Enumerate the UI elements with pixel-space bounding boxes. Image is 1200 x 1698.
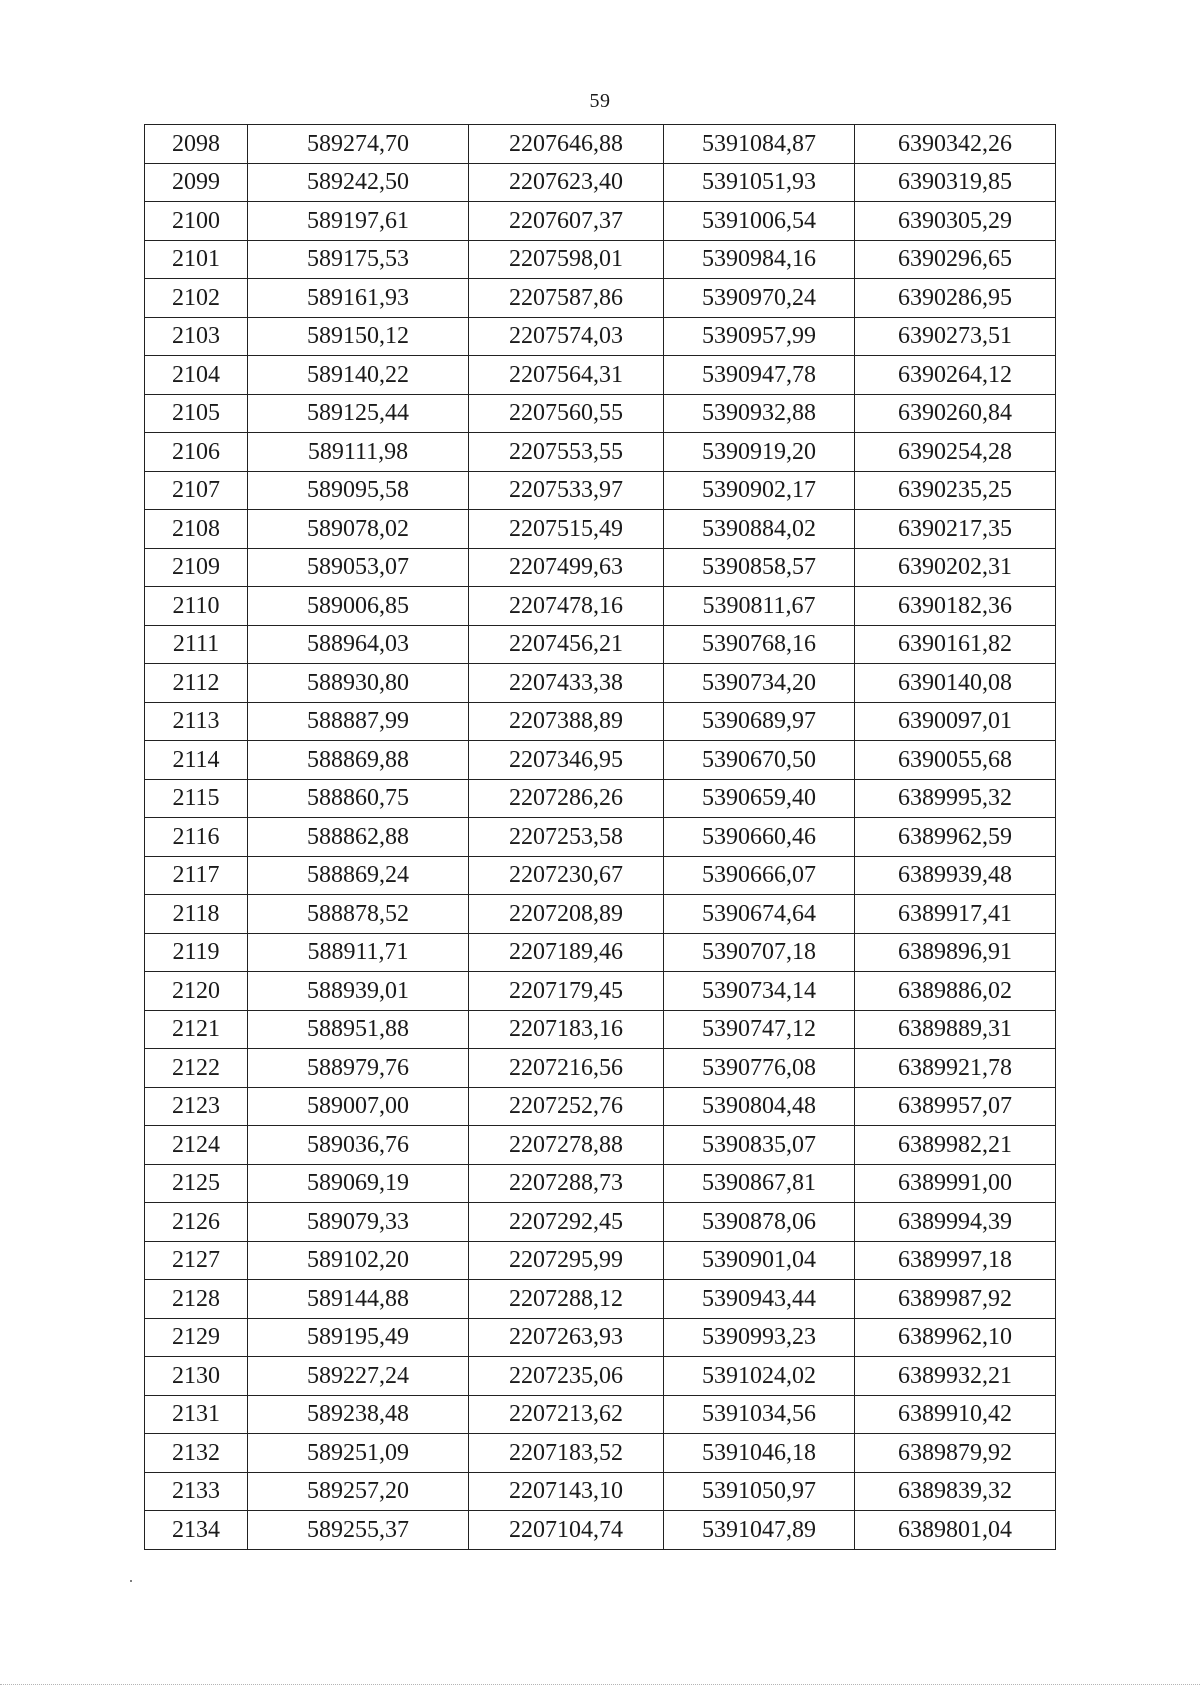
coord-b-cell: 2207623,40	[469, 163, 664, 202]
coord-c-cell: 5390984,16	[664, 240, 855, 279]
table-row	[145, 664, 1056, 703]
point-number-cell: 2118	[145, 895, 248, 934]
coord-a-cell: 589197,61	[248, 202, 469, 241]
coord-d-cell: 6389997,18	[855, 1241, 1056, 1280]
coord-c-cell: 5390666,07	[664, 856, 855, 895]
coord-d-cell: 6389962,59	[855, 818, 1056, 857]
coord-d-cell: 6389939,48	[855, 856, 1056, 895]
point-number-cell: 2131	[145, 1395, 248, 1434]
coord-b-cell: 2207499,63	[469, 548, 664, 587]
coord-a-cell: 589078,02	[248, 510, 469, 549]
point-number-cell: 2112	[145, 664, 248, 703]
point-number-cell: 2134	[145, 1511, 248, 1550]
coord-b-cell: 2207478,16	[469, 587, 664, 626]
coord-a-cell: 589150,12	[248, 317, 469, 356]
coord-c-cell: 5391047,89	[664, 1511, 855, 1550]
coord-a-cell: 589175,53	[248, 240, 469, 279]
coord-a-cell: 589069,19	[248, 1164, 469, 1203]
point-number-cell: 2130	[145, 1357, 248, 1396]
coord-d-cell: 6390319,85	[855, 163, 1056, 202]
coord-b-cell: 2207607,37	[469, 202, 664, 241]
point-number-cell: 2099	[145, 163, 248, 202]
coord-b-cell: 2207253,58	[469, 818, 664, 857]
coord-c-cell: 5391006,54	[664, 202, 855, 241]
coord-a-cell: 589161,93	[248, 279, 469, 318]
coord-c-cell: 5390659,40	[664, 779, 855, 818]
coord-b-cell: 2207515,49	[469, 510, 664, 549]
table-row	[145, 356, 1056, 395]
coord-d-cell: 6390055,68	[855, 741, 1056, 780]
table-row	[145, 163, 1056, 202]
coord-b-cell: 2207213,62	[469, 1395, 664, 1434]
coord-b-cell: 2207143,10	[469, 1472, 664, 1511]
table-row	[145, 1434, 1056, 1473]
point-number-cell: 2111	[145, 625, 248, 664]
table-row	[145, 394, 1056, 433]
coord-b-cell: 2207587,86	[469, 279, 664, 318]
coord-b-cell: 2207553,55	[469, 433, 664, 472]
coord-d-cell: 6389987,92	[855, 1280, 1056, 1319]
point-number-cell: 2126	[145, 1203, 248, 1242]
coord-b-cell: 2207598,01	[469, 240, 664, 279]
point-number-cell: 2125	[145, 1164, 248, 1203]
coord-b-cell: 2207533,97	[469, 471, 664, 510]
point-number-cell: 2108	[145, 510, 248, 549]
coord-a-cell: 589195,49	[248, 1318, 469, 1357]
coord-d-cell: 6389994,39	[855, 1203, 1056, 1242]
coord-d-cell: 6389896,91	[855, 933, 1056, 972]
coord-b-cell: 2207286,26	[469, 779, 664, 818]
coord-d-cell: 6390097,01	[855, 702, 1056, 741]
coord-a-cell: 588869,24	[248, 856, 469, 895]
coord-d-cell: 6390161,82	[855, 625, 1056, 664]
coord-a-cell: 589257,20	[248, 1472, 469, 1511]
table-row	[145, 279, 1056, 318]
coord-c-cell: 5390947,78	[664, 356, 855, 395]
coord-d-cell: 6389879,92	[855, 1434, 1056, 1473]
coord-c-cell: 5390957,99	[664, 317, 855, 356]
point-number-cell: 2102	[145, 279, 248, 318]
coord-b-cell: 2207295,99	[469, 1241, 664, 1280]
point-number-cell: 2117	[145, 856, 248, 895]
coord-c-cell: 5390867,81	[664, 1164, 855, 1203]
table-row	[145, 471, 1056, 510]
point-number-cell: 2100	[145, 202, 248, 241]
coord-c-cell: 5390734,20	[664, 664, 855, 703]
point-number-cell: 2132	[145, 1434, 248, 1473]
table-row	[145, 625, 1056, 664]
coord-d-cell: 6390140,08	[855, 664, 1056, 703]
coord-a-cell: 588930,80	[248, 664, 469, 703]
table-row	[145, 818, 1056, 857]
coord-d-cell: 6390342,26	[855, 125, 1056, 164]
coord-d-cell: 6389839,32	[855, 1472, 1056, 1511]
table-row	[145, 317, 1056, 356]
point-number-cell: 2115	[145, 779, 248, 818]
coord-c-cell: 5390858,57	[664, 548, 855, 587]
point-number-cell: 2121	[145, 1010, 248, 1049]
point-number-cell: 2123	[145, 1087, 248, 1126]
coord-d-cell: 6389889,31	[855, 1010, 1056, 1049]
table-row	[145, 1010, 1056, 1049]
table-row	[145, 1241, 1056, 1280]
coord-b-cell: 2207388,89	[469, 702, 664, 741]
coord-a-cell: 589227,24	[248, 1357, 469, 1396]
coord-d-cell: 6389982,21	[855, 1126, 1056, 1165]
coord-a-cell: 588878,52	[248, 895, 469, 934]
coord-b-cell: 2207574,03	[469, 317, 664, 356]
point-number-cell: 2129	[145, 1318, 248, 1357]
coord-c-cell: 5390932,88	[664, 394, 855, 433]
point-number-cell: 2119	[145, 933, 248, 972]
table-row	[145, 1280, 1056, 1319]
coord-d-cell: 6389932,21	[855, 1357, 1056, 1396]
coord-c-cell: 5390970,24	[664, 279, 855, 318]
table-row	[145, 1511, 1056, 1550]
coord-b-cell: 2207104,74	[469, 1511, 664, 1550]
coord-d-cell: 6390305,29	[855, 202, 1056, 241]
coord-c-cell: 5390993,23	[664, 1318, 855, 1357]
coord-c-cell: 5391050,97	[664, 1472, 855, 1511]
coord-c-cell: 5390707,18	[664, 933, 855, 972]
coord-a-cell: 588939,01	[248, 972, 469, 1011]
coord-c-cell: 5390943,44	[664, 1280, 855, 1319]
coord-c-cell: 5390689,97	[664, 702, 855, 741]
point-number-cell: 2113	[145, 702, 248, 741]
coord-a-cell: 589238,48	[248, 1395, 469, 1434]
coord-d-cell: 6389957,07	[855, 1087, 1056, 1126]
coord-d-cell: 6389801,04	[855, 1511, 1056, 1550]
coord-d-cell: 6389995,32	[855, 779, 1056, 818]
coord-c-cell: 5390670,50	[664, 741, 855, 780]
coord-d-cell: 6390296,65	[855, 240, 1056, 279]
coord-d-cell: 6389991,00	[855, 1164, 1056, 1203]
table-row	[145, 895, 1056, 934]
coord-c-cell: 5391024,02	[664, 1357, 855, 1396]
coord-b-cell: 2207288,12	[469, 1280, 664, 1319]
coord-d-cell: 6389910,42	[855, 1395, 1056, 1434]
table-row	[145, 856, 1056, 895]
table-row	[145, 972, 1056, 1011]
table-row	[145, 510, 1056, 549]
point-number-cell: 2120	[145, 972, 248, 1011]
coord-b-cell: 2207235,06	[469, 1357, 664, 1396]
coord-a-cell: 589242,50	[248, 163, 469, 202]
point-number-cell: 2106	[145, 433, 248, 472]
coord-a-cell: 589053,07	[248, 548, 469, 587]
coord-a-cell: 589095,58	[248, 471, 469, 510]
table-row	[145, 240, 1056, 279]
coord-b-cell: 2207456,21	[469, 625, 664, 664]
table-row	[145, 741, 1056, 780]
coord-c-cell: 5390811,67	[664, 587, 855, 626]
coord-c-cell: 5390804,48	[664, 1087, 855, 1126]
coord-a-cell: 589274,70	[248, 125, 469, 164]
table-row	[145, 779, 1056, 818]
coord-b-cell: 2207252,76	[469, 1087, 664, 1126]
point-number-cell: 2103	[145, 317, 248, 356]
coord-d-cell: 6389921,78	[855, 1049, 1056, 1088]
table-row	[145, 1395, 1056, 1434]
coord-d-cell: 6390286,95	[855, 279, 1056, 318]
coord-d-cell: 6390182,36	[855, 587, 1056, 626]
coord-d-cell: 6390264,12	[855, 356, 1056, 395]
coord-b-cell: 2207433,38	[469, 664, 664, 703]
coord-a-cell: 588911,71	[248, 933, 469, 972]
coord-c-cell: 5390901,04	[664, 1241, 855, 1280]
coord-c-cell: 5391034,56	[664, 1395, 855, 1434]
coord-a-cell: 589251,09	[248, 1434, 469, 1473]
coord-c-cell: 5390660,46	[664, 818, 855, 857]
point-number-cell: 2101	[145, 240, 248, 279]
table-row	[145, 702, 1056, 741]
coord-a-cell: 588862,88	[248, 818, 469, 857]
table-row	[145, 548, 1056, 587]
coord-c-cell: 5390768,16	[664, 625, 855, 664]
coord-a-cell: 589111,98	[248, 433, 469, 472]
scan-speck	[130, 1580, 132, 1582]
coord-a-cell: 588951,88	[248, 1010, 469, 1049]
coord-b-cell: 2207646,88	[469, 125, 664, 164]
coord-b-cell: 2207183,16	[469, 1010, 664, 1049]
point-number-cell: 2127	[145, 1241, 248, 1280]
coord-a-cell: 589007,00	[248, 1087, 469, 1126]
page-number: 59	[589, 90, 611, 112]
coord-d-cell: 6389917,41	[855, 895, 1056, 934]
coord-a-cell: 589140,22	[248, 356, 469, 395]
coord-c-cell: 5391084,87	[664, 125, 855, 164]
coord-b-cell: 2207288,73	[469, 1164, 664, 1203]
coord-d-cell: 6390260,84	[855, 394, 1056, 433]
coord-c-cell: 5390884,02	[664, 510, 855, 549]
coord-b-cell: 2207560,55	[469, 394, 664, 433]
table-row	[145, 1049, 1056, 1088]
coordinates-table	[144, 124, 1056, 1550]
point-number-cell: 2105	[145, 394, 248, 433]
coordinates-table-body	[145, 125, 1056, 1550]
coord-b-cell: 2207179,45	[469, 972, 664, 1011]
coord-a-cell: 588887,99	[248, 702, 469, 741]
coord-c-cell: 5390674,64	[664, 895, 855, 934]
table-row	[145, 1318, 1056, 1357]
coord-b-cell: 2207183,52	[469, 1434, 664, 1473]
coord-a-cell: 589144,88	[248, 1280, 469, 1319]
coord-b-cell: 2207292,45	[469, 1203, 664, 1242]
point-number-cell: 2133	[145, 1472, 248, 1511]
table-row	[145, 1126, 1056, 1165]
table-row	[145, 1087, 1056, 1126]
coord-b-cell: 2207278,88	[469, 1126, 664, 1165]
table-row	[145, 202, 1056, 241]
coord-b-cell: 2207263,93	[469, 1318, 664, 1357]
coord-d-cell: 6390273,51	[855, 317, 1056, 356]
coord-d-cell: 6390235,25	[855, 471, 1056, 510]
coord-c-cell: 5390835,07	[664, 1126, 855, 1165]
point-number-cell: 2098	[145, 125, 248, 164]
scan-edge-line	[0, 1684, 1200, 1685]
table-row	[145, 125, 1056, 164]
coord-b-cell: 2207208,89	[469, 895, 664, 934]
table-row	[145, 1164, 1056, 1203]
coord-c-cell: 5391051,93	[664, 163, 855, 202]
coord-d-cell: 6389962,10	[855, 1318, 1056, 1357]
point-number-cell: 2128	[145, 1280, 248, 1319]
point-number-cell: 2122	[145, 1049, 248, 1088]
point-number-cell: 2116	[145, 818, 248, 857]
coord-b-cell: 2207346,95	[469, 741, 664, 780]
table-row	[145, 933, 1056, 972]
table-row	[145, 1357, 1056, 1396]
coord-a-cell: 588860,75	[248, 779, 469, 818]
coord-c-cell: 5390776,08	[664, 1049, 855, 1088]
coord-a-cell: 589006,85	[248, 587, 469, 626]
table-row	[145, 433, 1056, 472]
point-number-cell: 2104	[145, 356, 248, 395]
coord-d-cell: 6390254,28	[855, 433, 1056, 472]
point-number-cell: 2110	[145, 587, 248, 626]
coord-a-cell: 589255,37	[248, 1511, 469, 1550]
coord-d-cell: 6390202,31	[855, 548, 1056, 587]
coord-a-cell: 589102,20	[248, 1241, 469, 1280]
point-number-cell: 2124	[145, 1126, 248, 1165]
table-row	[145, 587, 1056, 626]
coord-c-cell: 5390747,12	[664, 1010, 855, 1049]
coord-c-cell: 5390734,14	[664, 972, 855, 1011]
coord-c-cell: 5390919,20	[664, 433, 855, 472]
coord-a-cell: 588979,76	[248, 1049, 469, 1088]
coord-b-cell: 2207216,56	[469, 1049, 664, 1088]
coord-b-cell: 2207189,46	[469, 933, 664, 972]
coord-c-cell: 5391046,18	[664, 1434, 855, 1473]
point-number-cell: 2109	[145, 548, 248, 587]
coord-a-cell: 589036,76	[248, 1126, 469, 1165]
coord-c-cell: 5390878,06	[664, 1203, 855, 1242]
coord-a-cell: 589125,44	[248, 394, 469, 433]
coord-d-cell: 6390217,35	[855, 510, 1056, 549]
coord-c-cell: 5390902,17	[664, 471, 855, 510]
coord-d-cell: 6389886,02	[855, 972, 1056, 1011]
coord-a-cell: 588869,88	[248, 741, 469, 780]
coord-b-cell: 2207564,31	[469, 356, 664, 395]
table-row	[145, 1472, 1056, 1511]
point-number-cell: 2107	[145, 471, 248, 510]
coord-a-cell: 588964,03	[248, 625, 469, 664]
point-number-cell: 2114	[145, 741, 248, 780]
table-row	[145, 1203, 1056, 1242]
coord-b-cell: 2207230,67	[469, 856, 664, 895]
coord-a-cell: 589079,33	[248, 1203, 469, 1242]
